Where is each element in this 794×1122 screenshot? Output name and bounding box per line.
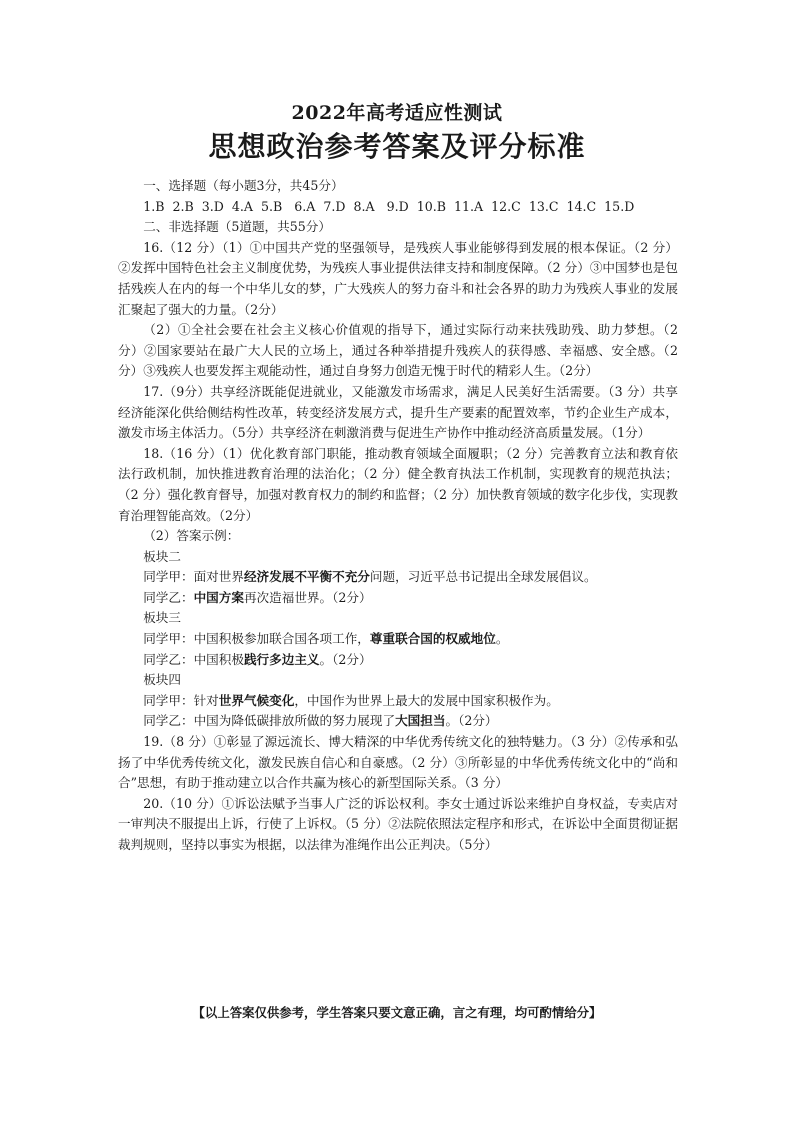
section-1-header: 一、选择题（每小题3分，共45分）: [143, 178, 344, 193]
block-4-student-b: [118, 711, 678, 732]
q16-part2: （2）①全社会要在社会主义核心价值观的指导下，通过实际行动来扶残助残、助力梦想。（2 分）②国家要站在最广大人民的立场上，通过各种举措提升残疾人的获得感、幸福感、安全感。（2 分）③残疾人也要发挥主观能动性，通过自身努力创造无愧于时代的精彩人生。（2分）: [118, 322, 678, 379]
block-4-student-a: [118, 691, 678, 712]
text: 。（2分）: [445, 713, 498, 729]
section-2-header: 二、非选择题（5道题，共55分）: [143, 219, 331, 235]
text: 。（2分）: [319, 651, 372, 667]
block-2-student-b: [118, 588, 678, 609]
q16-part1: 16.（12 分）（1）①中国共产党的坚强领导，是残疾人事业能够得到发展的根本保证。（2 分）②发挥中国特色社会主义制度优势，为残疾人事业提供法律支持和制度保障。（2 分）③中国梦也是包括残疾人在内的每一个中华儿女的梦，广大残疾人的努力奋斗和社会各界的助力为残疾人事业的发展汇聚起了强大的力量。（2分）: [118, 239, 678, 317]
choice-answers: 1.B 2.B 3.D 4.A 5.B 6.A 7.D 8.A 9.D 10.B 11.A 12.C 13.C 14.C 15.D: [143, 198, 635, 214]
text: 同学甲：中国积极参加联合国各项工作，: [143, 631, 370, 647]
text: 同学甲：面对世界: [143, 569, 244, 585]
footer-note: 【以上答案仅供参考，学生答案只要文意正确，言之有理，均可酌情给分】: [192, 1005, 602, 1020]
text: 同学乙：中国为降低碳排放所做的努力展现了: [143, 713, 396, 729]
q17-answer: 17.（9分）共享经济既能促进就业，又能激发市场需求，满足人民美好生活需要。（3 分）共享经济能深化供给侧结构性改革，转变经济发展方式，提升生产要素的配置效率，节约企业生产成本，激发市场主体活力。（5分）共享经济在刺激消费与促进生产协作中推动经济高质量发展。（1分）: [118, 383, 678, 441]
text: 。: [495, 631, 509, 647]
answer-body: [118, 176, 678, 856]
text: 同学乙：: [143, 589, 194, 605]
key-phrase: 经济发展不平衡不充分: [243, 569, 370, 585]
key-phrase: 大国担当: [395, 713, 446, 729]
key-phrase: 尊重联合国的权威地位: [369, 631, 496, 647]
block-3-student-a: [118, 629, 678, 650]
q19-answer: 19.（8 分）①彰显了源远流长、博大精深的中华优秀传统文化的独特魅力。（3 分）②传承和弘扬了中华优秀传统文化，激发民族自信心和自豪感。（2 分）③所彰显的中华优秀传统文化中的“尚和合”思想，有助于推动建立以合作共赢为核心的新型国际关系。（3 分）: [118, 734, 678, 791]
text: 同学乙：中国积极: [143, 651, 244, 667]
page-subtitle: 思想政治参考答案及评分标准: [208, 130, 586, 163]
block-4-label: 板块四: [143, 672, 181, 688]
key-phrase: 中国方案: [193, 589, 244, 605]
block-2-label: 板块二: [143, 548, 181, 564]
key-phrase: 世界气候变化: [218, 692, 295, 708]
q20-answer: 20.（10 分）①诉讼法赋予当事人广泛的诉讼权利。李女士通过诉讼来维护自身权益，专卖店对一审判决不服提出上诉，行使了上诉权。（5 分）②法院依照法定程序和形式，在诉讼中全面贯彻证据裁判规则，坚持以事实为根据，以法律为准绳作出公正判决。（5分）: [118, 795, 678, 852]
q18-part1: 18.（16 分）（1）优化教育部门职能，推动教育领域全面履职；（2 分）完善教育立法和教育依法行政机制，加快推进教育治理的法治化；（2 分）健全教育执法工作机制，实现教育的规范执法；（2 分）强化教育督导，加强对教育权力的制约和监督；（2 分）加快教育领域的数字化步伐，实现教育治理智能高效。（2分）: [118, 445, 678, 523]
block-3-label: 板块三: [143, 610, 181, 626]
block-2-student-a: [118, 567, 678, 588]
page-title: 2022年高考适应性测试: [291, 102, 503, 124]
text: 再次造福世界。（2分）: [243, 589, 372, 605]
text: ，中国作为世界上最大的发展中国家积极作为。: [294, 692, 559, 708]
key-phrase: 践行多边主义: [243, 651, 320, 667]
text: 同学甲：针对: [143, 692, 219, 708]
block-3-student-b: [118, 650, 678, 671]
q18-part2-header: （2）答案示例：: [143, 528, 240, 544]
text: 问题，习近平总书记提出全球发展倡议。: [369, 569, 597, 585]
